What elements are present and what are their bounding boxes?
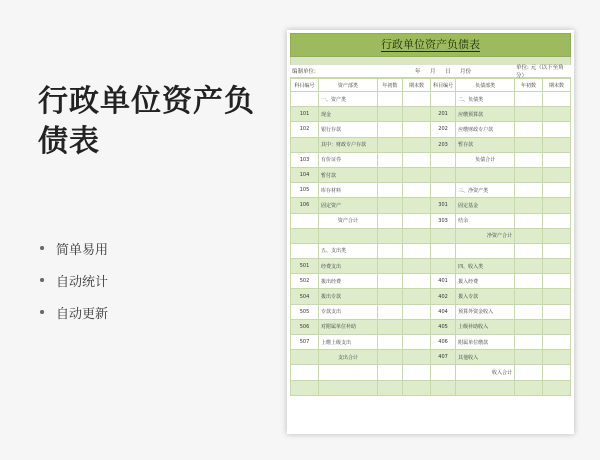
- table-cell: 应缴财政专户款: [456, 122, 515, 137]
- table-cell: [542, 350, 570, 365]
- table-cell: [377, 243, 402, 258]
- table-cell: 支出合计: [319, 350, 378, 365]
- table-row: [291, 137, 571, 152]
- table-cell: [542, 152, 570, 167]
- table-cell: 404: [430, 304, 455, 319]
- table-cell: [291, 213, 319, 228]
- feature-item: 简单易用: [40, 232, 108, 264]
- table-row: [291, 228, 571, 243]
- table-cell: 203: [430, 137, 455, 152]
- table-cell: [319, 228, 378, 243]
- balance-table: [290, 78, 571, 396]
- hero-title: 行政单位资产负债表: [38, 84, 255, 159]
- table-cell: [514, 289, 542, 304]
- table-cell: [514, 92, 542, 107]
- column-header: 年初数: [514, 79, 542, 92]
- table-cell: 现金: [319, 107, 378, 122]
- table-cell: 502: [291, 274, 319, 289]
- table-cell: [514, 380, 542, 395]
- table-cell: [514, 243, 542, 258]
- table-cell: 净资产合计: [456, 228, 515, 243]
- table-cell: 501: [291, 259, 319, 274]
- table-cell: [542, 335, 570, 350]
- table-cell: [514, 152, 542, 167]
- table-cell: [402, 319, 430, 334]
- table-cell: [542, 213, 570, 228]
- table-cell: 收入合计: [456, 365, 515, 380]
- table-row: [291, 380, 571, 395]
- column-header: 负债部类: [456, 79, 515, 92]
- table-cell: [542, 304, 570, 319]
- table-cell: 拨出经费: [319, 274, 378, 289]
- table-cell: 附属单位缴款: [456, 335, 515, 350]
- table-cell: 拨入专款: [456, 289, 515, 304]
- table-cell: [542, 228, 570, 243]
- table-cell: [377, 183, 402, 198]
- table-cell: 202: [430, 122, 455, 137]
- table-cell: [542, 243, 570, 258]
- table-cell: [514, 304, 542, 319]
- table-cell: [402, 122, 430, 137]
- table-cell: [430, 183, 455, 198]
- table-cell: 三、净资产类: [456, 183, 515, 198]
- table-cell: 102: [291, 122, 319, 137]
- table-row: [291, 289, 571, 304]
- column-header: 科目编号: [291, 79, 319, 92]
- table-cell: [291, 92, 319, 107]
- bullet-icon: [40, 310, 44, 314]
- table-cell: [542, 274, 570, 289]
- bullet-icon: [40, 278, 44, 282]
- table-cell: [542, 107, 570, 122]
- table-cell: 预算外资金收入: [456, 304, 515, 319]
- table-cell: 资产合计: [319, 213, 378, 228]
- table-cell: [514, 365, 542, 380]
- table-cell: [402, 274, 430, 289]
- table-cell: 拨出专款: [319, 289, 378, 304]
- table-cell: [377, 152, 402, 167]
- table-cell: [402, 259, 430, 274]
- table-cell: [402, 228, 430, 243]
- table-row: [291, 122, 571, 137]
- table-cell: [514, 183, 542, 198]
- table-cell: [542, 198, 570, 213]
- table-cell: [402, 152, 430, 167]
- table-cell: 固定基金: [456, 198, 515, 213]
- table-cell: [430, 380, 455, 395]
- table-cell: 402: [430, 289, 455, 304]
- table-cell: [377, 304, 402, 319]
- column-header: 期末数: [402, 79, 430, 92]
- table-cell: 406: [430, 335, 455, 350]
- table-cell: 库存材料: [319, 183, 378, 198]
- table-cell: [402, 304, 430, 319]
- table-cell: [514, 350, 542, 365]
- table-row: [291, 304, 571, 319]
- period-label: 月份: [460, 69, 472, 75]
- table-cell: [402, 243, 430, 258]
- table-cell: [542, 380, 570, 395]
- table-cell: 五、支出类: [319, 243, 378, 258]
- table-cell: [542, 92, 570, 107]
- table-cell: [514, 274, 542, 289]
- bullet-icon: [40, 246, 44, 250]
- year-label: 年: [415, 69, 421, 75]
- table-row: [291, 319, 571, 334]
- table-cell: [430, 167, 455, 182]
- table-row: [291, 152, 571, 167]
- table-cell: 106: [291, 198, 319, 213]
- table-cell: [402, 198, 430, 213]
- table-cell: [319, 365, 378, 380]
- table-cell: [377, 289, 402, 304]
- table-cell: [402, 213, 430, 228]
- table-cell: [402, 92, 430, 107]
- table-cell: [291, 228, 319, 243]
- table-cell: [514, 122, 542, 137]
- table-cell: 上级补助收入: [456, 319, 515, 334]
- table-cell: [514, 319, 542, 334]
- table-cell: [377, 365, 402, 380]
- table-cell: 301: [430, 198, 455, 213]
- table-cell: [402, 365, 430, 380]
- table-cell: 二、负债类: [456, 92, 515, 107]
- table-cell: 507: [291, 335, 319, 350]
- table-cell: 201: [430, 107, 455, 122]
- table-cell: [402, 350, 430, 365]
- feature-list: [40, 232, 108, 328]
- table-row: [291, 335, 571, 350]
- currency-label: 单位: 元（以下至角分）: [516, 65, 564, 79]
- table-row: [291, 259, 571, 274]
- table-cell: [514, 213, 542, 228]
- table-cell: [430, 365, 455, 380]
- table-row: [291, 365, 571, 380]
- table-cell: 结余: [456, 213, 515, 228]
- table-cell: [542, 183, 570, 198]
- sheet-title: 行政单位资产负债表: [290, 33, 571, 57]
- table-cell: [377, 274, 402, 289]
- table-cell: [377, 137, 402, 152]
- table-cell: 暂存款: [456, 137, 515, 152]
- table-cell: [514, 107, 542, 122]
- table-cell: [377, 167, 402, 182]
- table-cell: [456, 167, 515, 182]
- table-cell: [514, 198, 542, 213]
- table-row: [291, 198, 571, 213]
- table-cell: [514, 167, 542, 182]
- table-cell: [430, 152, 455, 167]
- table-cell: [402, 380, 430, 395]
- table-cell: [291, 350, 319, 365]
- table-cell: [377, 335, 402, 350]
- table-cell: 104: [291, 167, 319, 182]
- table-cell: [542, 319, 570, 334]
- table-cell: [377, 319, 402, 334]
- table-cell: 负债合计: [456, 152, 515, 167]
- table-cell: [402, 107, 430, 122]
- table-cell: 105: [291, 183, 319, 198]
- table-cell: [402, 167, 430, 182]
- table-header-row: [291, 79, 571, 92]
- table-row: [291, 350, 571, 365]
- table-cell: 505: [291, 304, 319, 319]
- table-cell: [542, 122, 570, 137]
- meta-row: [290, 65, 571, 78]
- table-cell: [291, 243, 319, 258]
- table-cell: [377, 380, 402, 395]
- table-cell: 有价证券: [319, 152, 378, 167]
- table-cell: [291, 380, 319, 395]
- spreadsheet-preview: [287, 30, 574, 434]
- table-cell: 拨入经费: [456, 274, 515, 289]
- table-cell: [402, 183, 430, 198]
- table-row: [291, 243, 571, 258]
- table-cell: [430, 259, 455, 274]
- table-cell: 其中：财政专户存款: [319, 137, 378, 152]
- table-cell: [377, 122, 402, 137]
- table-cell: 银行存款: [319, 122, 378, 137]
- table-cell: 401: [430, 274, 455, 289]
- table-cell: 经费支出: [319, 259, 378, 274]
- column-header: 期末数: [542, 79, 570, 92]
- table-cell: [542, 259, 570, 274]
- table-cell: [291, 365, 319, 380]
- table-cell: [377, 259, 402, 274]
- table-cell: 407: [430, 350, 455, 365]
- table-cell: 四、收入类: [456, 259, 515, 274]
- table-cell: [542, 289, 570, 304]
- table-cell: [514, 228, 542, 243]
- table-cell: [514, 335, 542, 350]
- unit-label: 编制单位:: [292, 69, 316, 75]
- table-row: [291, 167, 571, 182]
- table-cell: 303: [430, 213, 455, 228]
- table-cell: [402, 137, 430, 152]
- table-row: [291, 274, 571, 289]
- table-cell: [319, 380, 378, 395]
- table-row: [291, 183, 571, 198]
- column-header: 年初数: [377, 79, 402, 92]
- table-cell: 405: [430, 319, 455, 334]
- month-label: 月: [430, 69, 436, 75]
- table-cell: [430, 243, 455, 258]
- table-cell: [430, 228, 455, 243]
- table-cell: [377, 92, 402, 107]
- table-cell: [377, 350, 402, 365]
- day-label: 日: [445, 69, 451, 75]
- feature-item: 自动更新: [40, 296, 108, 328]
- table-cell: 对附属单位补助: [319, 319, 378, 334]
- table-cell: [514, 259, 542, 274]
- table-cell: 专款支出: [319, 304, 378, 319]
- column-header: 科目编号: [430, 79, 455, 92]
- table-cell: 506: [291, 319, 319, 334]
- table-cell: 101: [291, 107, 319, 122]
- table-cell: 103: [291, 152, 319, 167]
- table-cell: 上缴上级支出: [319, 335, 378, 350]
- table-cell: [402, 335, 430, 350]
- table-cell: [377, 107, 402, 122]
- table-row: [291, 213, 571, 228]
- table-cell: [377, 228, 402, 243]
- table-cell: 固定资产: [319, 198, 378, 213]
- table-cell: [377, 213, 402, 228]
- table-cell: [456, 380, 515, 395]
- table-cell: 一、资产类: [319, 92, 378, 107]
- table-row: [291, 92, 571, 107]
- table-cell: [402, 289, 430, 304]
- table-cell: [542, 167, 570, 182]
- table-cell: [542, 137, 570, 152]
- table-cell: [430, 92, 455, 107]
- table-cell: 其他收入: [456, 350, 515, 365]
- table-cell: [377, 198, 402, 213]
- table-cell: [542, 365, 570, 380]
- table-cell: [514, 137, 542, 152]
- table-row: [291, 107, 571, 122]
- table-cell: [291, 137, 319, 152]
- table-cell: 应缴预算款: [456, 107, 515, 122]
- column-header: 资产部类: [319, 79, 378, 92]
- table-cell: [456, 243, 515, 258]
- table-cell: 504: [291, 289, 319, 304]
- table-cell: 暂付款: [319, 167, 378, 182]
- feature-item: 自动统计: [40, 264, 108, 296]
